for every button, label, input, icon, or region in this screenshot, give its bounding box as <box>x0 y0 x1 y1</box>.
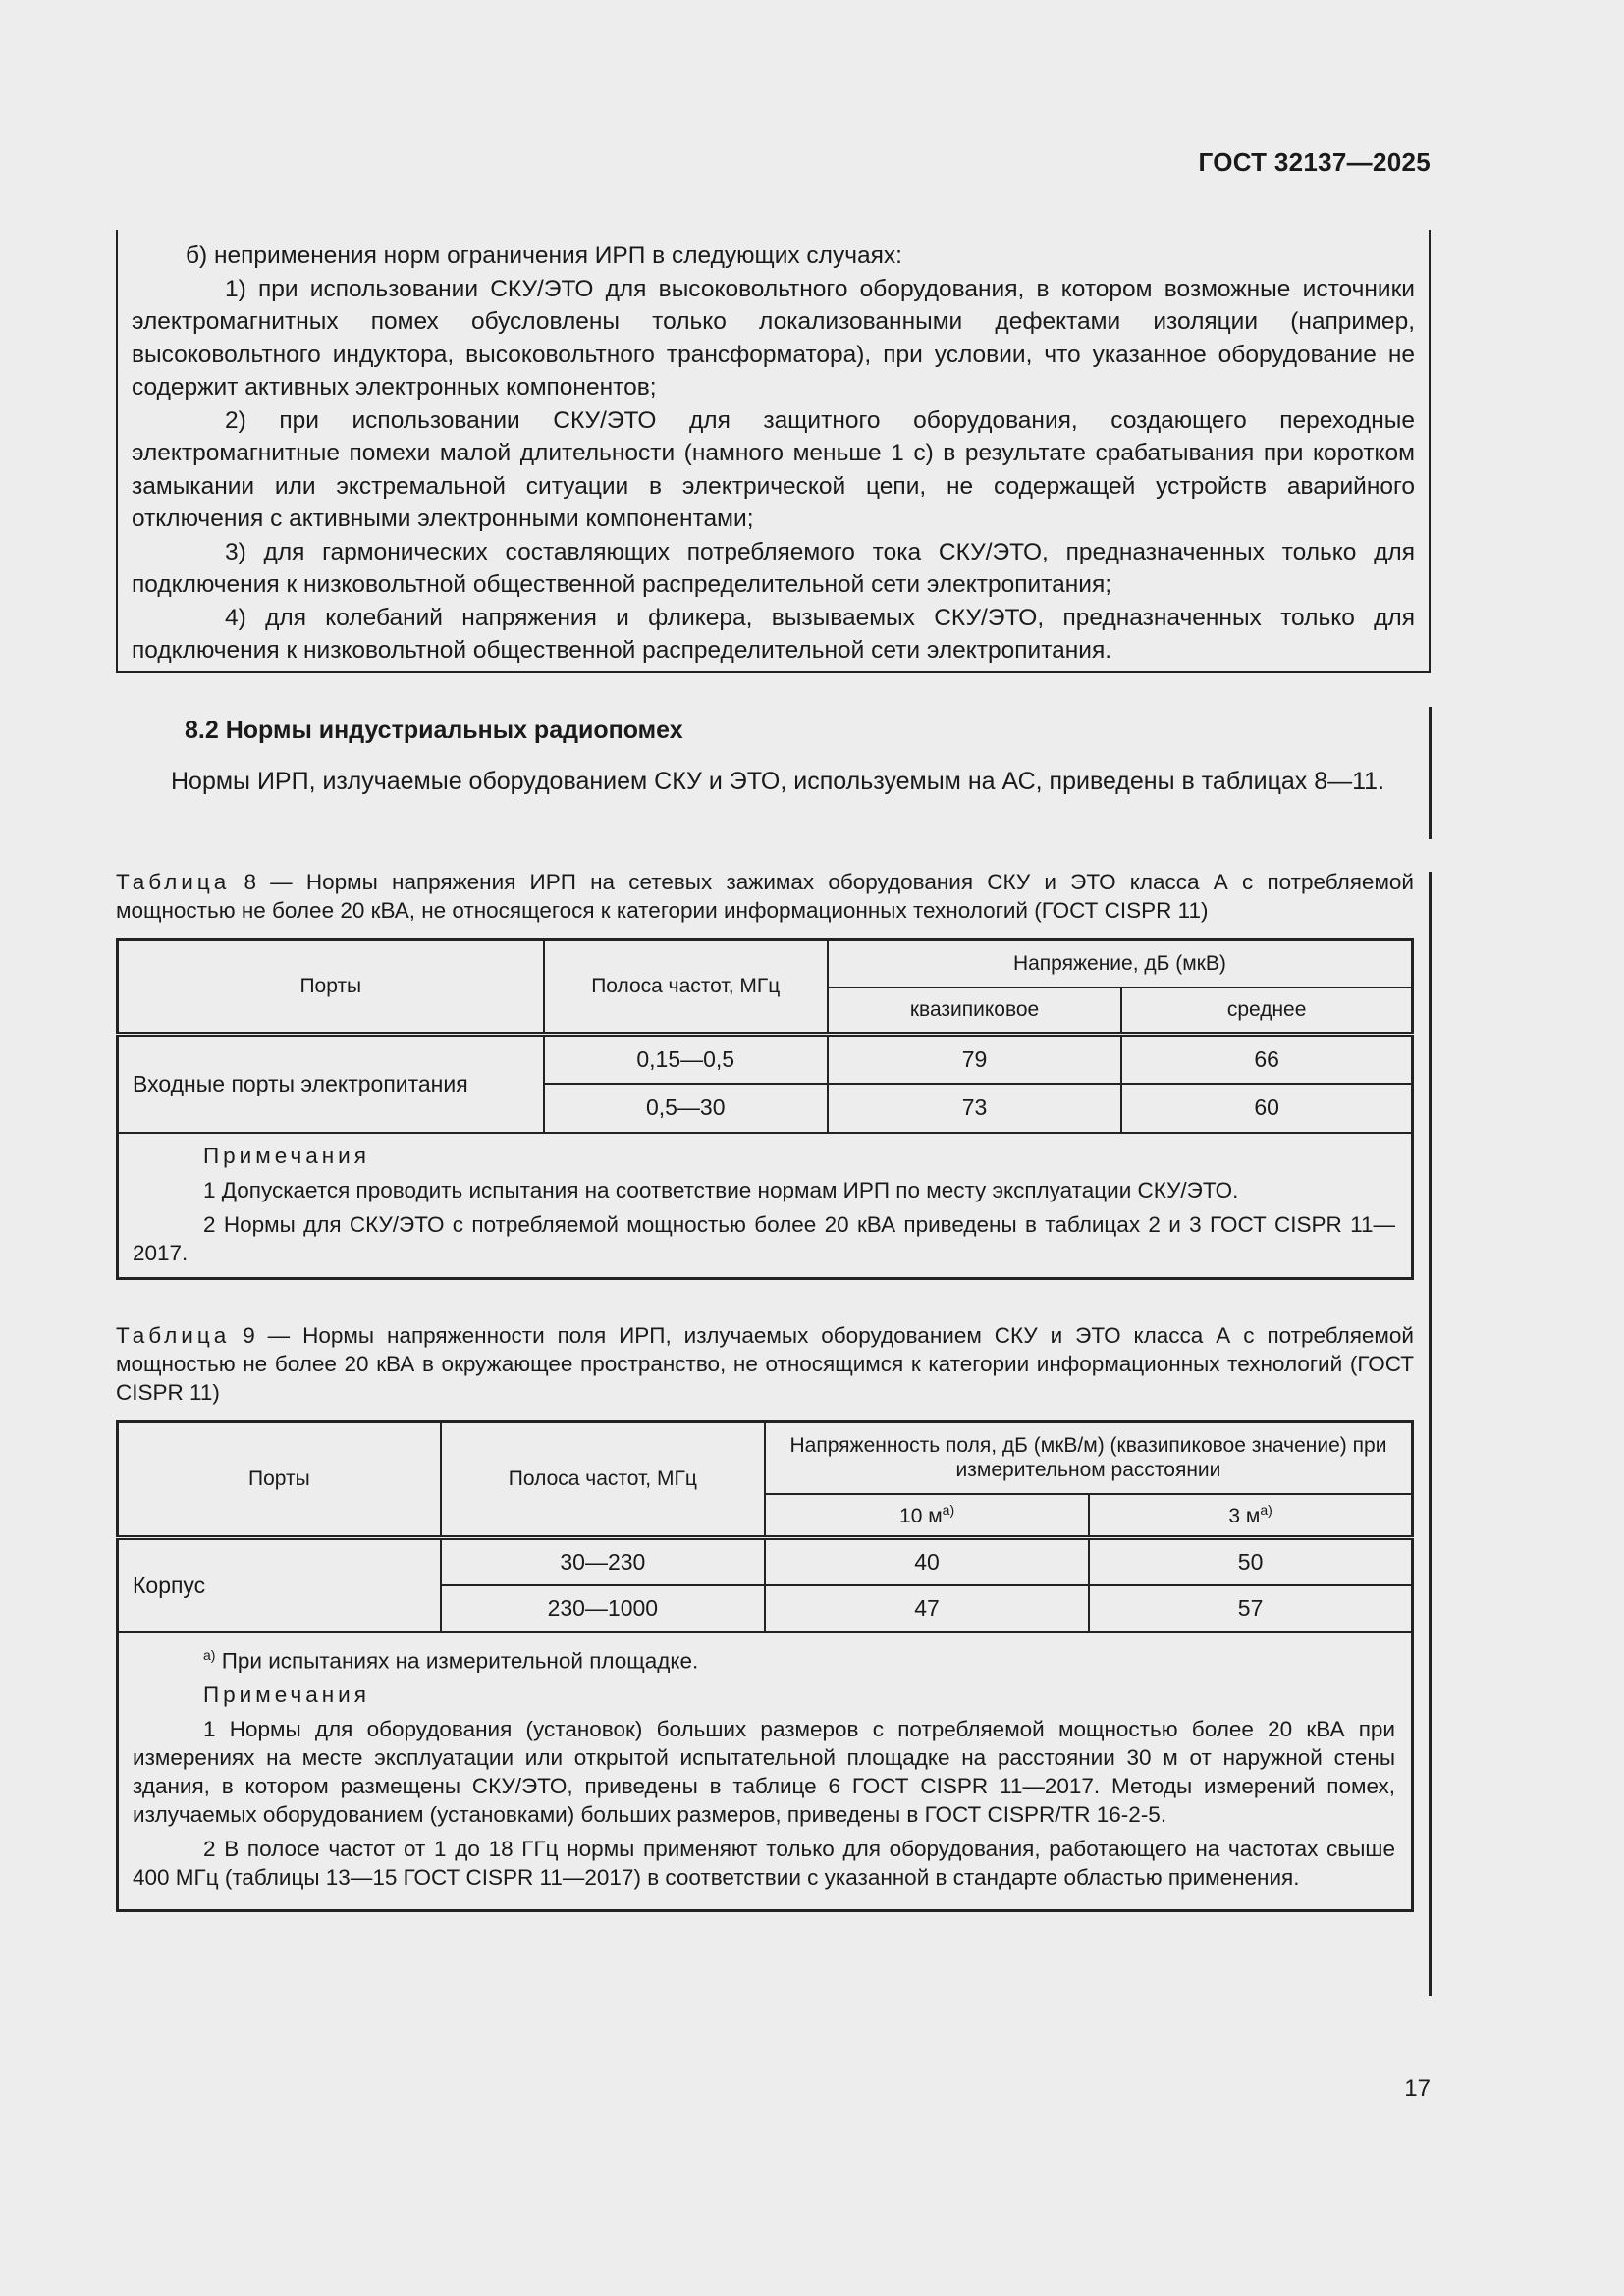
footnote-marker: а) <box>1260 1501 1272 1518</box>
col-header-10m <box>765 1494 1089 1538</box>
change-bar <box>1429 872 1432 1996</box>
section-heading: 8.2 Нормы индустриальных радиопомех <box>185 717 683 744</box>
table-cell: 57 <box>1089 1585 1412 1632</box>
col-header-freq: Полоса частот, МГц <box>544 940 828 1035</box>
table-cell: 79 <box>828 1035 1121 1084</box>
list-item-1: 1) при использовании СКУ/ЭТО для высоковольтного оборудования, в котором возможные источники электромагнитных помех обусловлены только локализованными дефектами изоляции (например, высоковольтного индуктора, высоковольтного трансформатора), при условии, что указанное оборудование не содержит активных электронных компонентов; <box>132 275 1415 400</box>
row-label: Корпус <box>118 1538 441 1632</box>
col-header-voltage: Напряжение, дБ (мкВ) <box>828 940 1413 988</box>
note-1: 1 Допускается проводить испытания на соответствие нормам ИРП по месту эксплуатации СКУ/ЭТО. <box>203 1177 1239 1202</box>
note-1: 1 Нормы для оборудования (установок) больших размеров с потребляемой мощностью более 20 кВА при измерениях на месте эксплуатации или открытой испытательной площадке на расстоянии 30 м от наружной стены здания, в котором размещены СКУ/ЭТО, приведены в таблице 6 ГОСТ CISPR 11—2017. Методы измерений помех, излучаемых оборудованием (установками) больших размеров, приведены в ГОСТ CISPR/TR 16-2-5. <box>133 1717 1395 1827</box>
table8-caption-label: Таблица <box>116 870 231 894</box>
table9-caption-text: 9 — Нормы напряженности поля ИРП, излучаемых оборудованием СКУ и ЭТО класса А с потребляемой мощностью не более 20 кВА в окружающее пространство, не относящимся к категории информационных технологий (ГОСТ CISPR 11) <box>116 1323 1414 1405</box>
document-number: ГОСТ 32137—2025 <box>1198 147 1431 177</box>
col-header-ports: Порты <box>118 1422 441 1538</box>
table8-caption-text: 8 — Нормы напряжения ИРП на сетевых зажимах оборудования СКУ и ЭТО класса А с потребляемой мощностью не более 20 кВА, не относящегося к категории информационных технологий (ГОСТ CISPR 11) <box>116 870 1414 923</box>
table-cell: 60 <box>1121 1084 1412 1133</box>
list-item-3: 3) для гармонических составляющих потребляемого тока СКУ/ЭТО, предназначенных только для подключения к низковольтной общественной распределительной сети электропитания; <box>132 538 1415 598</box>
list-intro: б) неприменения норм ограничения ИРП в следующих случаях: <box>186 242 902 269</box>
table-cell: 47 <box>765 1585 1089 1632</box>
page-number: 17 <box>1404 2075 1431 2102</box>
col-header-3m-label: 3 м <box>1228 1504 1261 1527</box>
table9-caption-label: Таблица <box>116 1323 231 1348</box>
footnote-marker: а) <box>942 1501 955 1518</box>
notes-title: Примечания <box>203 1143 370 1168</box>
col-header-average: среднее <box>1121 988 1412 1035</box>
table9-caption <box>116 1321 1414 1407</box>
col-header-quasipeak: квазипиковое <box>828 988 1121 1035</box>
table-cell: 73 <box>828 1084 1121 1133</box>
amendment-box <box>116 230 1431 673</box>
table-9 <box>116 1420 1414 1912</box>
table8-caption <box>116 868 1414 925</box>
table9-notes <box>118 1632 1413 1911</box>
table-cell: 50 <box>1089 1538 1412 1585</box>
table-8 <box>116 938 1414 1280</box>
table-cell: 230—1000 <box>441 1585 765 1632</box>
table-cell: 0,5—30 <box>544 1084 828 1133</box>
footnote <box>133 1641 1395 1676</box>
footnote-text: При испытаниях на измерительной площадке. <box>215 1648 699 1673</box>
col-header-freq: Полоса частот, МГц <box>441 1422 765 1538</box>
section-paragraph: Нормы ИРП, излучаемые оборудованием СКУ и ЭТО, используемым на АС, приведены в таблицах 8—11. <box>171 768 1385 795</box>
table-cell: 40 <box>765 1538 1089 1585</box>
table-cell: 30—230 <box>441 1538 765 1585</box>
col-header-field-strength: Напряженность поля, дБ (мкВ/м) (квазипиковое значение) при измерительном расстоянии <box>765 1422 1413 1494</box>
col-header-3m <box>1089 1494 1412 1538</box>
table8-notes <box>118 1133 1413 1279</box>
note-2: 2 Нормы для СКУ/ЭТО с потребляемой мощностью более 20 кВА приведены в таблицах 2 и 3 ГОСТ CISPR 11—2017. <box>133 1211 1395 1265</box>
table-cell: 0,15—0,5 <box>544 1035 828 1084</box>
list-item-2: 2) при использовании СКУ/ЭТО для защитного оборудования, создающего переходные электромагнитные помехи малой длительности (намного меньше 1 с) в результате срабатывания при коротком замыкании или экстремальной ситуации в электрической цепи, не содержащей устройств аварийного отключения с активными электронными компонентами; <box>132 406 1415 532</box>
footnote-marker: а) <box>203 1646 216 1663</box>
notes-title: Примечания <box>203 1682 370 1707</box>
col-header-ports: Порты <box>118 940 544 1035</box>
note-2: 2 В полосе частот от 1 до 18 ГГц нормы применяют только для оборудования, работающего на частотах свыше 400 МГц (таблицы 13—15 ГОСТ CISPR 11—2017) в соответствии с указанной в стандарте областью применения. <box>133 1837 1395 1890</box>
table-cell: 66 <box>1121 1035 1412 1084</box>
row-label: Входные порты электропитания <box>118 1035 544 1133</box>
col-header-10m-label: 10 м <box>899 1504 943 1527</box>
change-bar <box>1429 707 1432 839</box>
list-item-4: 4) для колебаний напряжения и фликера, вызываемых СКУ/ЭТО, предназначенных только для подключения к низковольтной общественной распределительной сети электропитания. <box>132 604 1415 664</box>
